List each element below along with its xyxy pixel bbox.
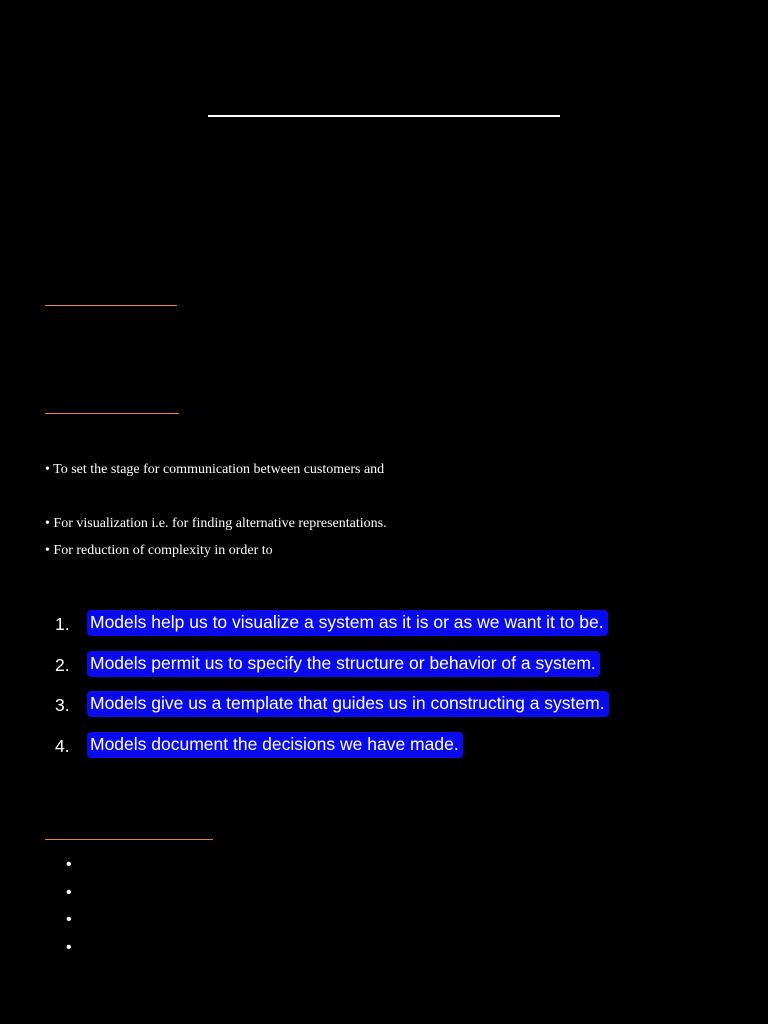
list-item: • [66, 911, 72, 928]
list-item: • [66, 883, 72, 901]
empty-bullet-list [66, 851, 72, 961]
list-item-number: 1. [55, 614, 70, 634]
list-item [55, 691, 609, 732]
list-item-number: 3. [55, 695, 70, 715]
list-item-number: 2. [55, 654, 70, 675]
bullet-visualization: • For visualization i.e. for finding alternative representations. [45, 516, 387, 531]
bullet-communication: • To set the stage for communication between customers and [45, 462, 385, 477]
heading-underline-2 [45, 413, 179, 414]
heading-underline-3 [45, 839, 213, 840]
bullet-complexity: • For reduction of complexity in order to [45, 543, 273, 558]
models-numbered-list [55, 610, 609, 772]
list-item [55, 610, 609, 651]
highlighted-text: Models permit us to specify the structure or behavior of a system. [87, 651, 600, 677]
highlighted-text: Models help us to visualize a system as it is or as we want it to be. [87, 610, 608, 636]
title-underline [208, 115, 560, 117]
list-item [55, 732, 609, 773]
highlighted-text: Models give us a template that guides us in constructing a system. [87, 691, 609, 717]
heading-underline-1 [45, 305, 177, 306]
list-item-number: 4. [55, 735, 70, 756]
highlighted-text: Models document the decisions we have made. [87, 732, 463, 758]
list-item [55, 651, 609, 692]
list-item: • [66, 856, 72, 873]
list-item: • [66, 938, 72, 956]
